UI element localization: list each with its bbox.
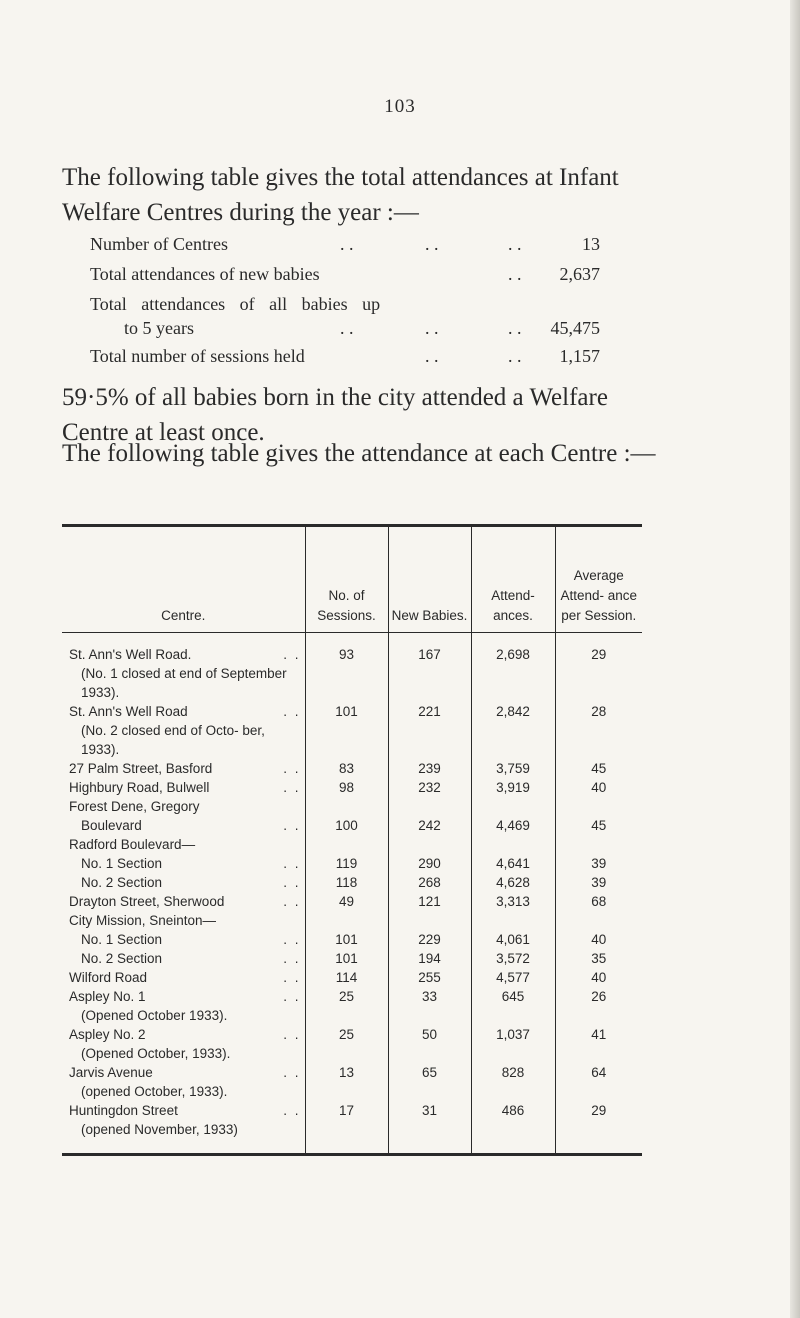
centre-name-text: No. 1 Section: [81, 932, 163, 947]
centre-name-text: Boulevard: [81, 818, 142, 833]
new-babies-cell: 65: [388, 1063, 471, 1101]
centre-name-text: St. Ann's Well Road.: [69, 647, 192, 662]
average-cell: 64: [555, 1063, 642, 1101]
new-babies-cell: 121: [388, 892, 471, 911]
leader-dots: . .: [283, 989, 301, 1004]
average-cell: [555, 835, 642, 854]
centre-name-text: Wilford Road: [69, 970, 148, 985]
centre-name-text: City Mission, Sneinton—: [69, 913, 217, 928]
attendances-cell: 3,919: [471, 778, 555, 797]
summary-row-new-babies: Total attendances of new babies . . 2,637: [90, 264, 600, 284]
leader-dots: . .: [283, 856, 301, 871]
table-row: [62, 1025, 642, 1063]
attendances-cell: 3,313: [471, 892, 555, 911]
centre-name-text: Radford Boulevard—: [69, 837, 196, 852]
new-babies-cell: 242: [388, 816, 471, 835]
centre-name: [69, 797, 301, 816]
summary-value: 1,157: [559, 346, 600, 366]
table-intro-paragraph: The following table gives the attendance at each Centre :—: [62, 440, 656, 467]
attendances-cell: 4,061: [471, 930, 555, 949]
page-number: 103: [384, 96, 416, 117]
average-cell: [555, 797, 642, 816]
percent-paragraph: 59·5% of all babies born in the city attended a Welfare Centre at least once.: [62, 384, 608, 446]
table-row: [62, 1063, 642, 1101]
centre-cell: [62, 1063, 305, 1101]
centre-name: [69, 968, 301, 987]
attendances-cell: 4,469: [471, 816, 555, 835]
summary-row-centres: Number of Centres . . . . . . 13: [90, 234, 600, 254]
centre-cell: [62, 911, 305, 930]
attendances-cell: 828: [471, 1063, 555, 1101]
intro-paragraph: The following table gives the total attendances at Infant Welfare Centres during the year :—: [62, 164, 619, 226]
leader-dots: . .: [283, 875, 301, 890]
centre-cell: [62, 702, 305, 759]
new-babies-cell: 268: [388, 873, 471, 892]
summary-label-wrap: [90, 292, 380, 340]
table-row: [62, 633, 642, 702]
leader-dots: . .: [283, 951, 301, 966]
centre-name-text: Jarvis Avenue: [69, 1065, 153, 1080]
table-row: [62, 968, 642, 987]
centre-name: [69, 1063, 301, 1082]
summary-list: [90, 232, 600, 374]
centre-name: [69, 778, 301, 797]
table-row: [62, 892, 642, 911]
sessions-cell: 101: [305, 949, 388, 968]
sessions-cell: [305, 911, 388, 930]
attendances-cell: [471, 797, 555, 816]
leader-dots: . .: [283, 894, 301, 909]
table-row: [62, 930, 642, 949]
average-cell: 28: [555, 702, 642, 759]
sessions-cell: 101: [305, 702, 388, 759]
centre-name-text: St. Ann's Well Road: [69, 704, 188, 719]
sessions-cell: 25: [305, 1025, 388, 1063]
centre-cell: [62, 816, 305, 835]
centre-name-text: Aspley No. 2: [69, 1027, 146, 1042]
leader-dots: . .: [283, 1027, 301, 1042]
centre-name: [69, 854, 301, 873]
average-cell: 45: [555, 816, 642, 835]
centre-note: (Opened October 1933).: [81, 1008, 228, 1023]
summary-label: Number of Centres: [90, 234, 228, 254]
centre-name-text: Forest Dene, Gregory: [69, 799, 200, 814]
attendances-cell: 2,698: [471, 633, 555, 702]
sessions-cell: 49: [305, 892, 388, 911]
centre-cell: [62, 873, 305, 892]
centre-name: [69, 835, 301, 854]
new-babies-cell: [388, 835, 471, 854]
attendances-cell: [471, 835, 555, 854]
sessions-cell: 114: [305, 968, 388, 987]
leader-dots: . .: [283, 932, 301, 947]
sessions-cell: 119: [305, 854, 388, 873]
average-cell: 35: [555, 949, 642, 968]
header-attendances: Attend- ances.: [471, 527, 555, 632]
centre-cell: [62, 968, 305, 987]
centre-name-text: No. 2 Section: [81, 875, 163, 890]
new-babies-cell: 229: [388, 930, 471, 949]
centre-cell: [62, 892, 305, 911]
attendances-cell: 645: [471, 987, 555, 1025]
attendances-cell: 4,628: [471, 873, 555, 892]
leader-dots: . .: [283, 1065, 301, 1080]
table-header-row: [62, 527, 642, 632]
attendances-cell: [471, 911, 555, 930]
summary-row-all-babies: Total attendances of all babies up to 5 years . . . . . . 45,475: [90, 294, 600, 338]
summary-label-cont: to 5 years: [124, 318, 194, 338]
leader-dots: . .: [283, 970, 301, 985]
new-babies-cell: 239: [388, 759, 471, 778]
summary-value: 45,475: [550, 318, 600, 338]
sessions-cell: 93: [305, 633, 388, 702]
centre-name: [69, 759, 301, 778]
table-row: [62, 835, 642, 854]
new-babies-cell: 221: [388, 702, 471, 759]
new-babies-cell: 31: [388, 1101, 471, 1153]
header-sessions: No. of Sessions.: [305, 527, 388, 632]
sessions-cell: 118: [305, 873, 388, 892]
centre-cell: [62, 778, 305, 797]
centre-name: [69, 949, 301, 968]
header-average: Average Attend- ance per Session.: [555, 527, 642, 632]
centre-cell: [62, 854, 305, 873]
table-row: [62, 911, 642, 930]
centre-name-text: No. 2 Section: [81, 951, 163, 966]
centre-cell: [62, 759, 305, 778]
centre-name-text: Drayton Street, Sherwood: [69, 894, 225, 909]
summary-value: 13: [582, 234, 600, 254]
summary-label: Total attendances of new babies: [90, 264, 320, 284]
new-babies-cell: 194: [388, 949, 471, 968]
centre-name: [69, 930, 301, 949]
leader-dots: . .: [283, 818, 301, 833]
centre-name: [69, 816, 301, 835]
centre-cell: [62, 949, 305, 968]
average-cell: 40: [555, 778, 642, 797]
page-edge: [790, 0, 800, 1318]
sessions-cell: 98: [305, 778, 388, 797]
centre-name-text: Aspley No. 1: [69, 989, 146, 1004]
centre-cell: [62, 835, 305, 854]
centre-name: [69, 702, 301, 721]
table-row: [62, 816, 642, 835]
attendances-cell: 3,759: [471, 759, 555, 778]
average-cell: 40: [555, 930, 642, 949]
centre-name: [69, 873, 301, 892]
table-row: [62, 759, 642, 778]
table-row: [62, 1101, 642, 1153]
centre-name: [69, 1101, 301, 1120]
table-row: [62, 873, 642, 892]
centre-cell: [62, 1025, 305, 1063]
new-babies-cell: 290: [388, 854, 471, 873]
attendances-cell: 3,572: [471, 949, 555, 968]
table-row: [62, 797, 642, 816]
centre-name: [69, 645, 301, 664]
header-centre: Centre.: [161, 608, 206, 623]
table-row: [62, 854, 642, 873]
attendances-cell: 2,842: [471, 702, 555, 759]
attendance-table: [62, 524, 642, 1156]
attendances-cell: 486: [471, 1101, 555, 1153]
centre-name: [69, 1025, 301, 1044]
new-babies-cell: [388, 797, 471, 816]
sessions-cell: 101: [305, 930, 388, 949]
attendance-table-body: [62, 633, 642, 1153]
centre-name-text: 27 Palm Street, Basford: [69, 761, 213, 776]
leader-dots: . .: [283, 1103, 301, 1118]
average-cell: 45: [555, 759, 642, 778]
centre-cell: [62, 1101, 305, 1153]
centre-name: [69, 987, 301, 1006]
table-bottom-rule: [62, 1153, 642, 1156]
centre-name-text: Highbury Road, Bulwell: [69, 780, 210, 795]
average-cell: 41: [555, 1025, 642, 1063]
new-babies-cell: 255: [388, 968, 471, 987]
average-cell: 39: [555, 873, 642, 892]
leader-dots: . .: [283, 647, 301, 662]
centre-name-text: No. 1 Section: [81, 856, 163, 871]
centre-note: (No. 1 closed at end of September 1933).: [81, 666, 287, 700]
centre-cell: [62, 797, 305, 816]
summary-row-sessions: Total number of sessions held . . . . 1,157: [90, 346, 600, 366]
average-cell: 39: [555, 854, 642, 873]
sessions-cell: [305, 835, 388, 854]
centre-name-text: Huntingdon Street: [69, 1103, 178, 1118]
attendances-cell: 1,037: [471, 1025, 555, 1063]
summary-label: Total number of sessions held: [90, 346, 305, 366]
attendances-cell: 4,577: [471, 968, 555, 987]
leader-dots: . .: [283, 704, 301, 719]
table-row: [62, 778, 642, 797]
attendance-table-grid: [62, 527, 642, 632]
new-babies-cell: [388, 911, 471, 930]
centre-note: (No. 2 closed end of Octo- ber, 1933).: [81, 723, 265, 757]
centre-note: (opened October, 1933).: [81, 1084, 228, 1099]
table-row: [62, 702, 642, 759]
new-babies-cell: 232: [388, 778, 471, 797]
sessions-cell: [305, 797, 388, 816]
average-cell: 40: [555, 968, 642, 987]
centre-cell: [62, 987, 305, 1025]
centre-name: [69, 892, 301, 911]
centre-note: (Opened October, 1933).: [81, 1046, 231, 1061]
table-row: [62, 949, 642, 968]
average-cell: [555, 911, 642, 930]
sessions-cell: 83: [305, 759, 388, 778]
sessions-cell: 13: [305, 1063, 388, 1101]
average-cell: 26: [555, 987, 642, 1025]
attendances-cell: 4,641: [471, 854, 555, 873]
sessions-cell: 17: [305, 1101, 388, 1153]
average-cell: 68: [555, 892, 642, 911]
sessions-cell: 100: [305, 816, 388, 835]
centre-cell: [62, 930, 305, 949]
sessions-cell: 25: [305, 987, 388, 1025]
new-babies-cell: 50: [388, 1025, 471, 1063]
new-babies-cell: 167: [388, 633, 471, 702]
centre-cell: [62, 633, 305, 702]
summary-value: 2,637: [559, 264, 600, 284]
summary-label: Total attendances of all babies up: [90, 294, 381, 314]
average-cell: 29: [555, 1101, 642, 1153]
table-row: [62, 987, 642, 1025]
new-babies-cell: 33: [388, 987, 471, 1025]
centre-note: (opened November, 1933): [81, 1122, 238, 1137]
centre-name: [69, 911, 301, 930]
average-cell: 29: [555, 633, 642, 702]
header-new-babies: New Babies.: [388, 527, 471, 632]
leader-dots: . .: [283, 780, 301, 795]
leader-dots: . .: [283, 761, 301, 776]
